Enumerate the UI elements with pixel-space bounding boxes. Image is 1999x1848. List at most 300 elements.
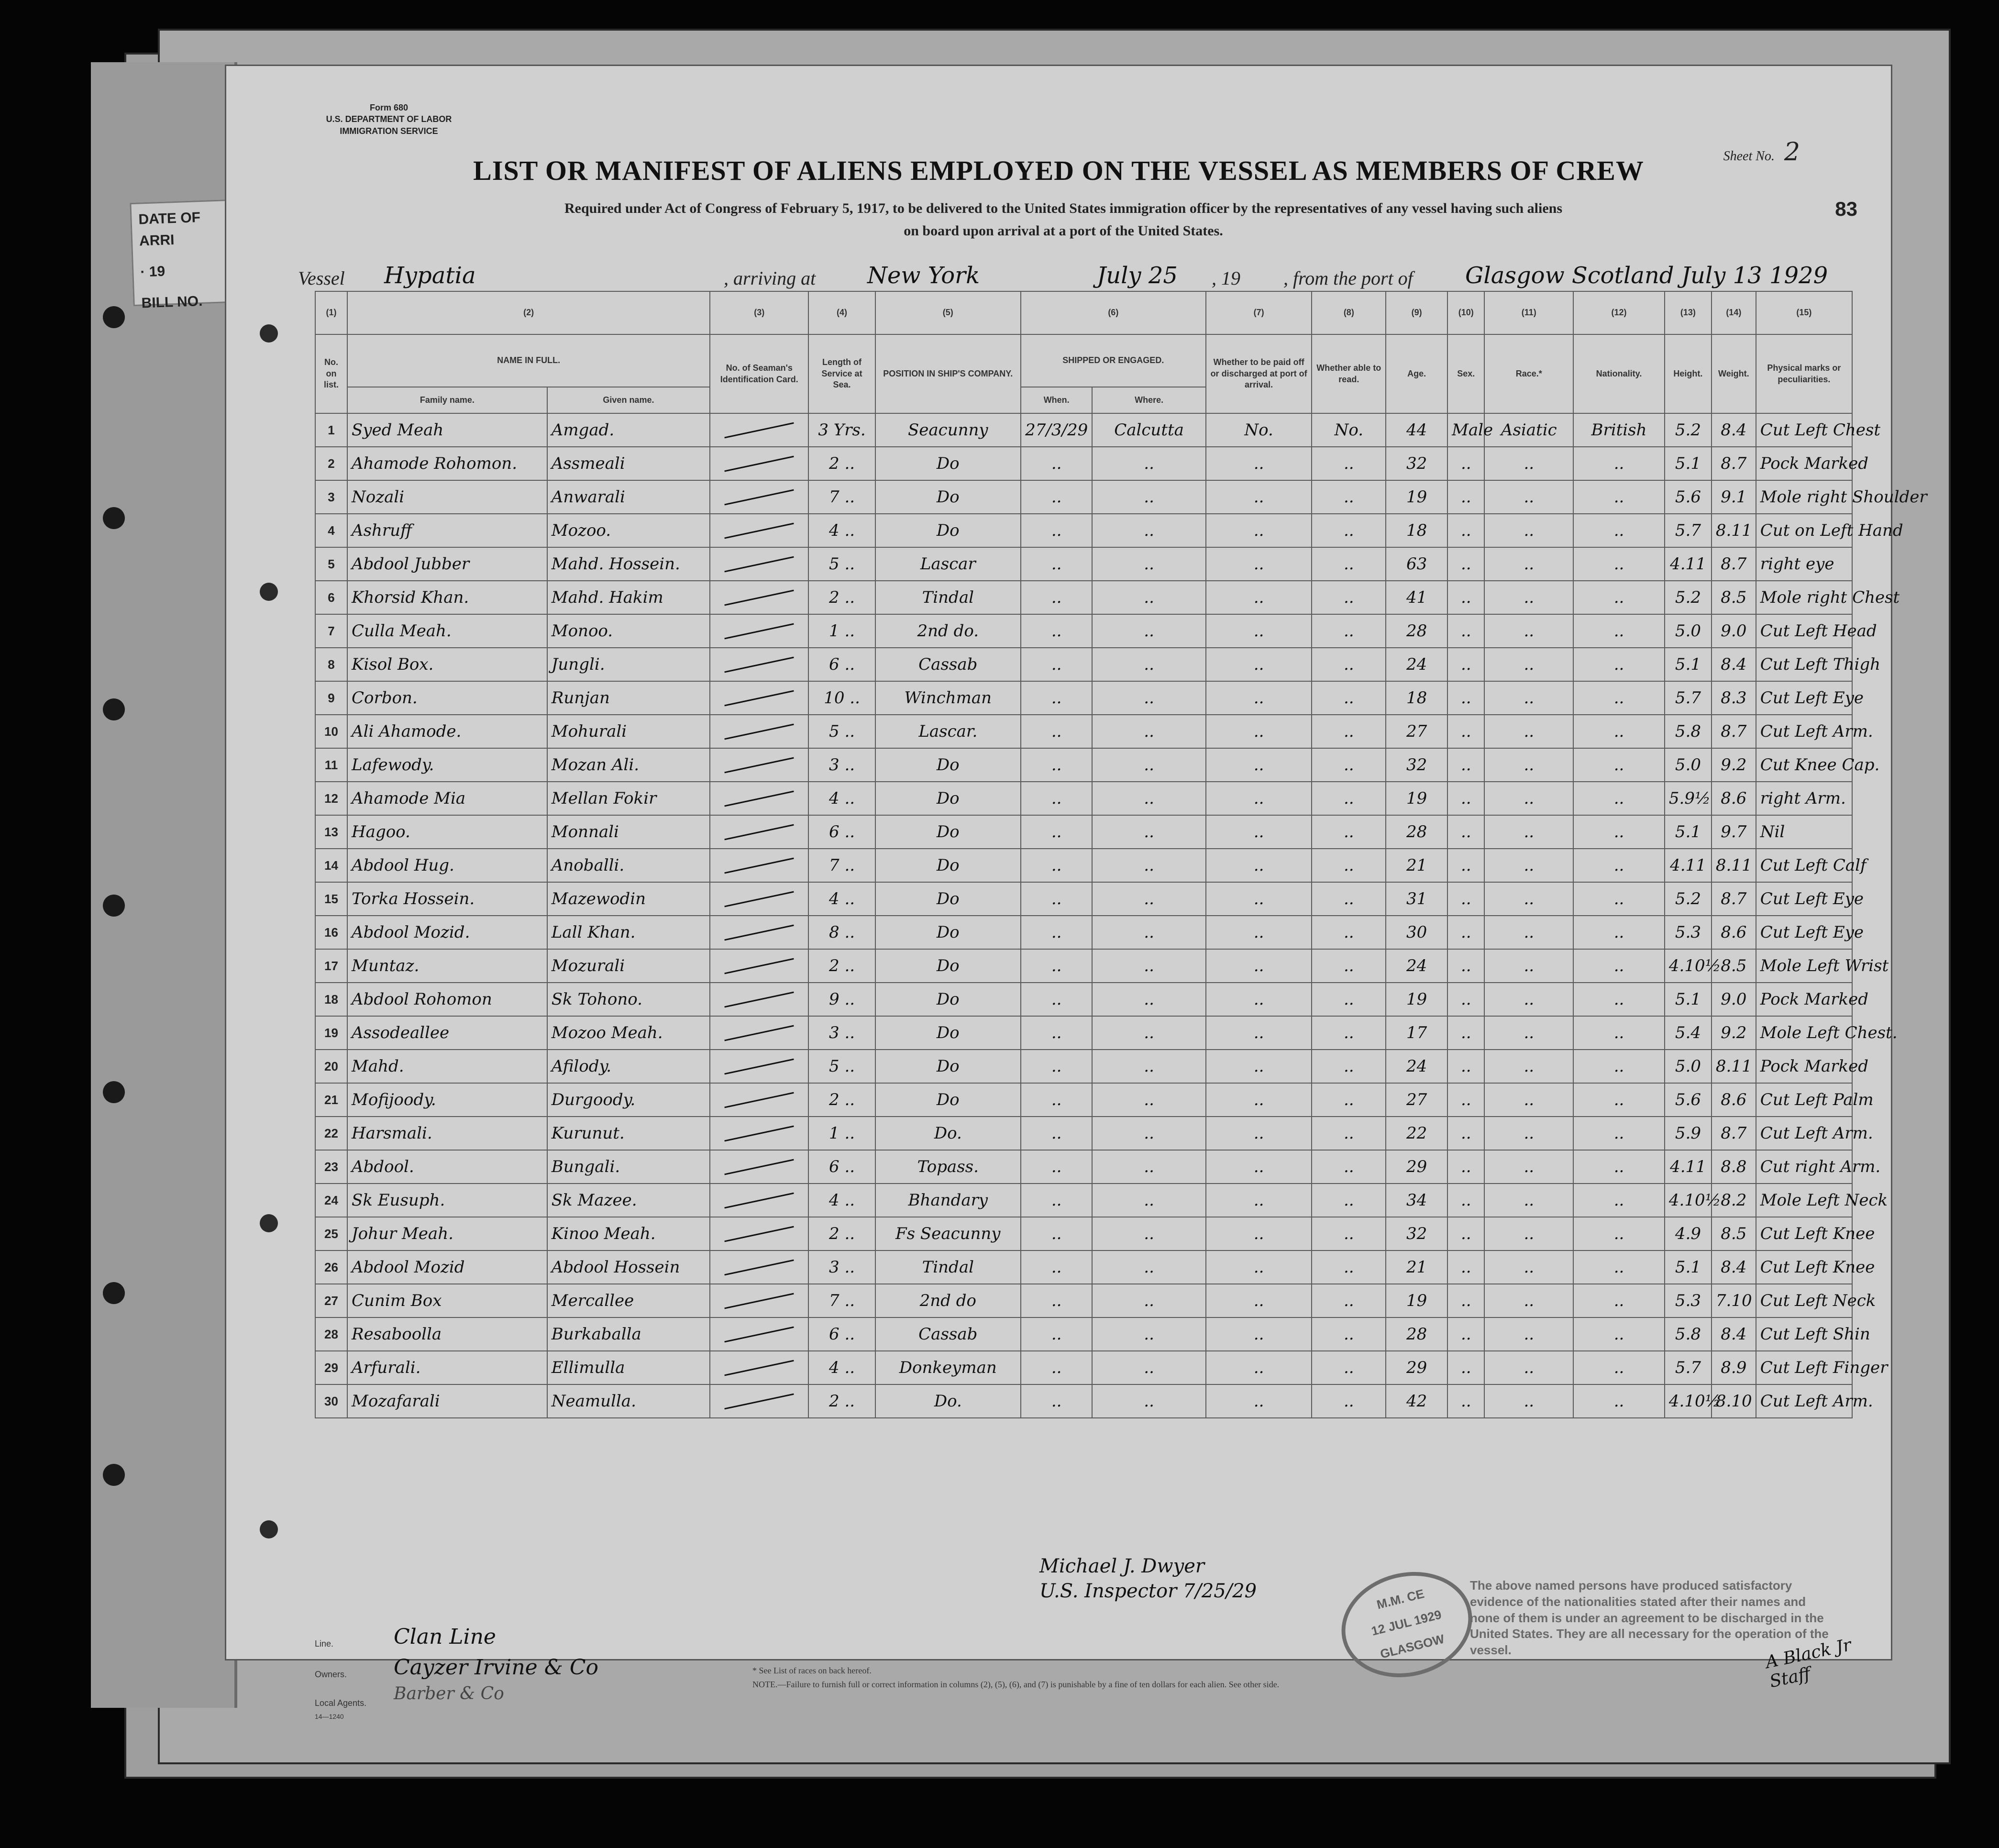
table-row — [315, 1184, 1852, 1217]
cell-family-name: Ahamode Mia — [347, 782, 547, 815]
cell-shipped-where: .. — [1092, 1184, 1205, 1217]
stub-text: DATE OF ARRI — [138, 210, 201, 249]
cell-weight: 8.5 — [1712, 1217, 1756, 1250]
dash-mark — [724, 1092, 794, 1108]
cell-paid-off: .. — [1206, 1016, 1312, 1050]
table-row — [315, 1384, 1852, 1418]
cell-age: 22 — [1386, 1117, 1447, 1150]
cell-age: 27 — [1386, 1083, 1447, 1117]
cell-height: 5.8 — [1665, 715, 1712, 748]
cell-service-length: 7 .. — [808, 480, 875, 514]
cell-nationality: .. — [1573, 715, 1665, 748]
cell-height: 4.10½ — [1665, 1384, 1712, 1418]
stub-text: · 19 — [140, 263, 166, 280]
header-list-no: No. on list. — [315, 334, 347, 413]
cell-able-to-read: .. — [1312, 648, 1386, 681]
cell-age: 44 — [1386, 413, 1447, 447]
cell-height: 5.1 — [1665, 447, 1712, 480]
cell-list-number: 5 — [315, 547, 347, 581]
cell-height: 5.2 — [1665, 581, 1712, 614]
cell-id-card — [710, 949, 808, 983]
cell-nationality: .. — [1573, 1150, 1665, 1184]
cell-physical-marks: Cut Left Chest — [1756, 413, 1852, 447]
cell-id-card — [710, 715, 808, 748]
dash-mark — [724, 723, 794, 740]
cell-id-card — [710, 916, 808, 949]
cell-able-to-read: .. — [1312, 1250, 1386, 1284]
dash-mark — [724, 1326, 794, 1342]
service-name: IMMIGRATION SERVICE — [340, 126, 438, 136]
cell-shipped-when: .. — [1021, 1250, 1093, 1284]
form-number: Form 680 — [369, 103, 409, 112]
column-number: (6) — [1021, 291, 1206, 334]
table-row — [315, 1317, 1852, 1351]
punch-hole — [260, 1520, 278, 1538]
dash-mark — [724, 1025, 794, 1041]
dash-mark — [724, 1125, 794, 1141]
cell-weight: 8.4 — [1712, 1250, 1756, 1284]
cell-id-card — [710, 480, 808, 514]
table-row — [315, 581, 1852, 614]
cell-physical-marks: Mole right Shoulder — [1756, 480, 1852, 514]
binder-holes — [103, 306, 132, 1622]
cell-nationality: .. — [1573, 1384, 1665, 1418]
cell-sex: .. — [1447, 748, 1484, 782]
cell-list-number: 3 — [315, 480, 347, 514]
cell-physical-marks: Cut on Left Hand — [1756, 514, 1852, 547]
cell-id-card — [710, 1016, 808, 1050]
cell-paid-off: .. — [1206, 1050, 1312, 1083]
agents-label: Local Agents. — [315, 1698, 367, 1708]
punch-hole — [260, 324, 278, 343]
table-row — [315, 1050, 1852, 1083]
cell-weight: 8.11 — [1712, 849, 1756, 882]
cell-sex: .. — [1447, 1217, 1484, 1250]
cell-given-name: Amgad. — [547, 413, 710, 447]
cell-height: 4.11 — [1665, 547, 1712, 581]
cell-age: 18 — [1386, 681, 1447, 715]
cell-family-name: Harsmali. — [347, 1117, 547, 1150]
column-number: (15) — [1756, 291, 1852, 334]
header-height: Height. — [1665, 334, 1712, 413]
dash-mark — [724, 1058, 794, 1074]
cell-physical-marks: Mole right Chest — [1756, 581, 1852, 614]
dash-mark — [724, 1259, 794, 1275]
cell-able-to-read: .. — [1312, 849, 1386, 882]
column-number: (1) — [315, 291, 347, 334]
cell-height: 4.10½ — [1665, 1184, 1712, 1217]
cell-age: 21 — [1386, 849, 1447, 882]
cell-list-number: 13 — [315, 815, 347, 849]
cell-position: Seacunny — [875, 413, 1021, 447]
cell-list-number: 7 — [315, 614, 347, 648]
cell-nationality: .. — [1573, 916, 1665, 949]
cell-sex: .. — [1447, 1050, 1484, 1083]
cell-height: 4.11 — [1665, 849, 1712, 882]
cell-age: 29 — [1386, 1150, 1447, 1184]
cell-weight: 8.2 — [1712, 1184, 1756, 1217]
cell-shipped-where: .. — [1092, 1083, 1205, 1117]
cell-shipped-when: .. — [1021, 1284, 1093, 1317]
cell-height: 5.8 — [1665, 1317, 1712, 1351]
cell-race: .. — [1484, 480, 1573, 514]
cell-service-length: 4 .. — [808, 514, 875, 547]
cell-paid-off: .. — [1206, 1117, 1312, 1150]
column-number: (10) — [1447, 291, 1484, 334]
cell-sex: .. — [1447, 581, 1484, 614]
cell-age: 19 — [1386, 983, 1447, 1016]
cell-weight: 8.7 — [1712, 447, 1756, 480]
cell-service-length: 2 .. — [808, 1384, 875, 1418]
cell-physical-marks: Cut Left Neck — [1756, 1284, 1852, 1317]
cell-able-to-read: .. — [1312, 1083, 1386, 1117]
cell-physical-marks: Cut Left Arm. — [1756, 1117, 1852, 1150]
header-family-name: Family name. — [347, 387, 547, 413]
cell-family-name: Abdool Mozid — [347, 1250, 547, 1284]
cell-list-number: 10 — [315, 715, 347, 748]
cell-service-length: 3 .. — [808, 1016, 875, 1050]
cell-family-name: Abdool Rohomon — [347, 983, 547, 1016]
cell-nationality: .. — [1573, 1351, 1665, 1384]
cell-race: .. — [1484, 681, 1573, 715]
cell-able-to-read: .. — [1312, 949, 1386, 983]
header-race: Race.* — [1484, 334, 1573, 413]
cell-sex: .. — [1447, 614, 1484, 648]
cell-service-length: 7 .. — [808, 849, 875, 882]
cell-id-card — [710, 648, 808, 681]
cell-shipped-where: .. — [1092, 1351, 1205, 1384]
inspector-signature — [1039, 1554, 1257, 1604]
cell-paid-off: .. — [1206, 1083, 1312, 1117]
cell-race: .. — [1484, 581, 1573, 614]
cell-shipped-when: .. — [1021, 949, 1093, 983]
cell-height: 5.1 — [1665, 983, 1712, 1016]
cell-given-name: Runjan — [547, 681, 710, 715]
stamp-text: 12 JUL 1929 — [1369, 1607, 1443, 1638]
year-label: , 19 — [1212, 267, 1240, 289]
table-row — [315, 1150, 1852, 1184]
cell-family-name: Ashruff — [347, 514, 547, 547]
cell-age: 21 — [1386, 1250, 1447, 1284]
punch-hole — [260, 1214, 278, 1232]
cell-race: .. — [1484, 815, 1573, 849]
cell-able-to-read: .. — [1312, 1284, 1386, 1317]
cell-position: 2nd do — [875, 1284, 1021, 1317]
cell-service-length: 6 .. — [808, 1317, 875, 1351]
cell-weight: 8.7 — [1712, 882, 1756, 916]
cell-weight: 8.5 — [1712, 581, 1756, 614]
cell-paid-off: .. — [1206, 1250, 1312, 1284]
cell-service-length: 1 .. — [808, 614, 875, 648]
cell-id-card — [710, 1284, 808, 1317]
cell-sex: .. — [1447, 514, 1484, 547]
cell-height: 4.11 — [1665, 1150, 1712, 1184]
cell-physical-marks: Mole Left Wrist — [1756, 949, 1852, 983]
cell-id-card — [710, 1083, 808, 1117]
cell-physical-marks: Cut Left Arm. — [1756, 1384, 1852, 1418]
from-label: , from the port of — [1283, 267, 1413, 289]
cell-age: 29 — [1386, 1351, 1447, 1384]
cell-race: .. — [1484, 447, 1573, 480]
cell-given-name: Bungali. — [547, 1150, 710, 1184]
cell-service-length: 9 .. — [808, 983, 875, 1016]
table-row — [315, 916, 1852, 949]
cell-able-to-read: .. — [1312, 1351, 1386, 1384]
table-row — [315, 1083, 1852, 1117]
cell-weight: 9.1 — [1712, 480, 1756, 514]
cell-shipped-where: .. — [1092, 1016, 1205, 1050]
cell-nationality: .. — [1573, 1016, 1665, 1050]
cell-nationality: .. — [1573, 581, 1665, 614]
column-number: (4) — [808, 291, 875, 334]
cell-shipped-where: Calcutta — [1092, 413, 1205, 447]
header-sex: Sex. — [1447, 334, 1484, 413]
page-title: LIST OR MANIFEST OF ALIENS EMPLOYED ON THE VESSEL AS MEMBERS OF CREW — [473, 155, 1644, 186]
cell-family-name: Johur Meah. — [347, 1217, 547, 1250]
cell-height: 5.7 — [1665, 681, 1712, 715]
cell-family-name: Corbon. — [347, 681, 547, 715]
cell-able-to-read: .. — [1312, 1117, 1386, 1150]
cell-id-card — [710, 413, 808, 447]
cell-nationality: .. — [1573, 681, 1665, 715]
cell-given-name: Ellimulla — [547, 1351, 710, 1384]
cell-nationality: .. — [1573, 1250, 1665, 1284]
cell-position: Do — [875, 1083, 1021, 1117]
column-number: (13) — [1665, 291, 1712, 334]
cell-able-to-read: .. — [1312, 882, 1386, 916]
cell-shipped-where: .. — [1092, 1050, 1205, 1083]
cell-position: Do — [875, 447, 1021, 480]
cell-able-to-read: .. — [1312, 782, 1386, 815]
cell-id-card — [710, 882, 808, 916]
cell-service-length: 5 .. — [808, 715, 875, 748]
cell-list-number: 23 — [315, 1150, 347, 1184]
dash-mark — [724, 623, 794, 639]
cell-position: Fs Seacunny — [875, 1217, 1021, 1250]
cell-physical-marks: Cut Left Knee — [1756, 1217, 1852, 1250]
cell-sex: .. — [1447, 949, 1484, 983]
cell-position: Do — [875, 1050, 1021, 1083]
cell-service-length: 4 .. — [808, 1184, 875, 1217]
cell-family-name: Resaboolla — [347, 1317, 547, 1351]
cell-sex: .. — [1447, 882, 1484, 916]
cell-list-number: 1 — [315, 413, 347, 447]
cell-shipped-when: .. — [1021, 1217, 1093, 1250]
cell-height: 5.3 — [1665, 916, 1712, 949]
cell-family-name: Assodeallee — [347, 1016, 547, 1050]
cell-sex: .. — [1447, 1284, 1484, 1317]
cell-id-card — [710, 547, 808, 581]
cell-service-length: 3 .. — [808, 1250, 875, 1284]
cell-list-number: 17 — [315, 949, 347, 983]
cell-race: .. — [1484, 1184, 1573, 1217]
cell-shipped-when: .. — [1021, 547, 1093, 581]
cell-id-card — [710, 1050, 808, 1083]
cell-list-number: 29 — [315, 1351, 347, 1384]
cell-race: .. — [1484, 514, 1573, 547]
cell-id-card — [710, 1117, 808, 1150]
cell-height: 5.7 — [1665, 514, 1712, 547]
subtitle-line: on board upon arrival at a port of the United States. — [904, 222, 1223, 239]
dash-mark — [724, 489, 794, 505]
cell-position: Do. — [875, 1117, 1021, 1150]
cell-able-to-read: .. — [1312, 1016, 1386, 1050]
cell-shipped-when: .. — [1021, 681, 1093, 715]
cell-id-card — [710, 1150, 808, 1184]
cell-given-name: Neamulla. — [547, 1384, 710, 1418]
cell-paid-off: .. — [1206, 916, 1312, 949]
cell-shipped-when: .. — [1021, 447, 1093, 480]
cell-list-number: 8 — [315, 648, 347, 681]
cell-shipped-where: .. — [1092, 648, 1205, 681]
cell-race: .. — [1484, 1016, 1573, 1050]
cell-race: .. — [1484, 949, 1573, 983]
cell-list-number: 27 — [315, 1284, 347, 1317]
cell-physical-marks: Cut right Arm. — [1756, 1150, 1852, 1184]
cell-given-name: Sk Tohono. — [547, 983, 710, 1016]
nationality-statement: The above named persons have produced satisfactory evidence of the nationalities stated after their names and none of them is under an agreement to be discharged in the United States. They are all necessary for the operation of the vessel. — [1470, 1578, 1829, 1658]
table-row — [315, 1284, 1852, 1317]
cell-paid-off: .. — [1206, 949, 1312, 983]
form-identifier — [303, 102, 475, 137]
cell-age: 63 — [1386, 547, 1447, 581]
cell-shipped-when: .. — [1021, 1317, 1093, 1351]
cell-weight: 8.9 — [1712, 1351, 1756, 1384]
cell-able-to-read: .. — [1312, 547, 1386, 581]
cell-weight: 9.7 — [1712, 815, 1756, 849]
cell-id-card — [710, 748, 808, 782]
cell-race: .. — [1484, 983, 1573, 1016]
cell-nationality: .. — [1573, 748, 1665, 782]
cell-able-to-read: .. — [1312, 581, 1386, 614]
table-row — [315, 1351, 1852, 1384]
cell-nationality: .. — [1573, 514, 1665, 547]
cell-given-name: Anoballi. — [547, 849, 710, 882]
cell-physical-marks: Cut Left Eye — [1756, 882, 1852, 916]
cell-height: 4.9 — [1665, 1217, 1712, 1250]
cell-sex: .. — [1447, 983, 1484, 1016]
cell-physical-marks: Cut Left Thigh — [1756, 648, 1852, 681]
signature-line: Michael J. Dwyer — [1039, 1555, 1204, 1577]
cell-family-name: Culla Meah. — [347, 614, 547, 648]
cell-shipped-where: .. — [1092, 882, 1205, 916]
cell-able-to-read: .. — [1312, 480, 1386, 514]
cell-paid-off: No. — [1206, 413, 1312, 447]
cell-shipped-when: .. — [1021, 1083, 1093, 1117]
cell-age: 32 — [1386, 748, 1447, 782]
cell-age: 32 — [1386, 1217, 1447, 1250]
cell-physical-marks: Cut Left Palm — [1756, 1083, 1852, 1117]
cell-given-name: Mozurali — [547, 949, 710, 983]
cell-weight: 9.0 — [1712, 983, 1756, 1016]
cell-able-to-read: .. — [1312, 1050, 1386, 1083]
cell-id-card — [710, 447, 808, 480]
cell-paid-off: .. — [1206, 715, 1312, 748]
cell-shipped-where: .. — [1092, 1284, 1205, 1317]
cell-shipped-where: .. — [1092, 1250, 1205, 1284]
cell-sex: .. — [1447, 1184, 1484, 1217]
cell-race: .. — [1484, 1284, 1573, 1317]
cell-family-name: Sk Eusuph. — [347, 1184, 547, 1217]
cell-weight: 8.4 — [1712, 1317, 1756, 1351]
cell-paid-off: .. — [1206, 547, 1312, 581]
header-given-name: Given name. — [547, 387, 710, 413]
cell-sex: .. — [1447, 1250, 1484, 1284]
cell-shipped-where: .. — [1092, 1150, 1205, 1184]
cell-age: 27 — [1386, 715, 1447, 748]
cell-id-card — [710, 1250, 808, 1284]
cell-shipped-when: .. — [1021, 614, 1093, 648]
cell-service-length: 8 .. — [808, 916, 875, 949]
dash-mark — [724, 1192, 794, 1208]
cell-given-name: Abdool Hossein — [547, 1250, 710, 1284]
cell-sex: .. — [1447, 1150, 1484, 1184]
arrival-port: New York — [867, 262, 980, 289]
cell-sex: .. — [1447, 648, 1484, 681]
cell-given-name: Mahd. Hakim — [547, 581, 710, 614]
table-row — [315, 447, 1852, 480]
cell-service-length: 3 .. — [808, 748, 875, 782]
cell-shipped-where: .. — [1092, 983, 1205, 1016]
cell-shipped-where: .. — [1092, 1317, 1205, 1351]
cell-sex: .. — [1447, 1384, 1484, 1418]
cell-paid-off: .. — [1206, 1184, 1312, 1217]
cell-able-to-read: .. — [1312, 815, 1386, 849]
cell-race: .. — [1484, 748, 1573, 782]
cell-physical-marks: Cut Left Eye — [1756, 916, 1852, 949]
header-read: Whether able to read. — [1312, 334, 1386, 413]
cell-nationality: .. — [1573, 1083, 1665, 1117]
cell-nationality: .. — [1573, 547, 1665, 581]
table-row — [315, 1016, 1852, 1050]
cell-age: 28 — [1386, 614, 1447, 648]
cell-weight: 8.3 — [1712, 681, 1756, 715]
cell-height: 5.1 — [1665, 1250, 1712, 1284]
dash-mark — [724, 455, 794, 472]
cell-list-number: 26 — [315, 1250, 347, 1284]
cell-physical-marks: Pock Marked — [1756, 983, 1852, 1016]
cell-height: 5.0 — [1665, 748, 1712, 782]
cell-able-to-read: .. — [1312, 614, 1386, 648]
line-value: Clan Line — [394, 1625, 496, 1649]
cell-sex: .. — [1447, 916, 1484, 949]
cell-sex: .. — [1447, 782, 1484, 815]
cell-sex: .. — [1447, 815, 1484, 849]
header-shipped: SHIPPED OR ENGAGED. — [1021, 334, 1206, 387]
cell-race: .. — [1484, 1083, 1573, 1117]
cell-id-card — [710, 681, 808, 715]
dash-mark — [724, 556, 794, 572]
cell-shipped-when: .. — [1021, 715, 1093, 748]
cell-sex: .. — [1447, 547, 1484, 581]
cell-age: 28 — [1386, 1317, 1447, 1351]
header-paid-off: Whether to be paid off or discharged at port of arrival. — [1206, 334, 1312, 413]
column-number: (2) — [347, 291, 710, 334]
column-number: (9) — [1386, 291, 1447, 334]
cell-weight: 8.4 — [1712, 413, 1756, 447]
cell-position: 2nd do. — [875, 614, 1021, 648]
dash-mark — [724, 1360, 794, 1376]
footnote: * See List of races on back hereof. — [752, 1666, 872, 1675]
cell-weight: 8.6 — [1712, 916, 1756, 949]
cell-given-name: Monnali — [547, 815, 710, 849]
footnote: NOTE.—Failure to furnish full or correct information in columns (2), (5), (6), and (7) is punishable by a fine of ten dollars for each alien. See other side. — [752, 1679, 1280, 1689]
column-number: (14) — [1712, 291, 1756, 334]
cell-shipped-where: .. — [1092, 581, 1205, 614]
cell-physical-marks: Cut Left Finger — [1756, 1351, 1852, 1384]
cell-position: Topass. — [875, 1150, 1021, 1184]
cell-age: 19 — [1386, 782, 1447, 815]
